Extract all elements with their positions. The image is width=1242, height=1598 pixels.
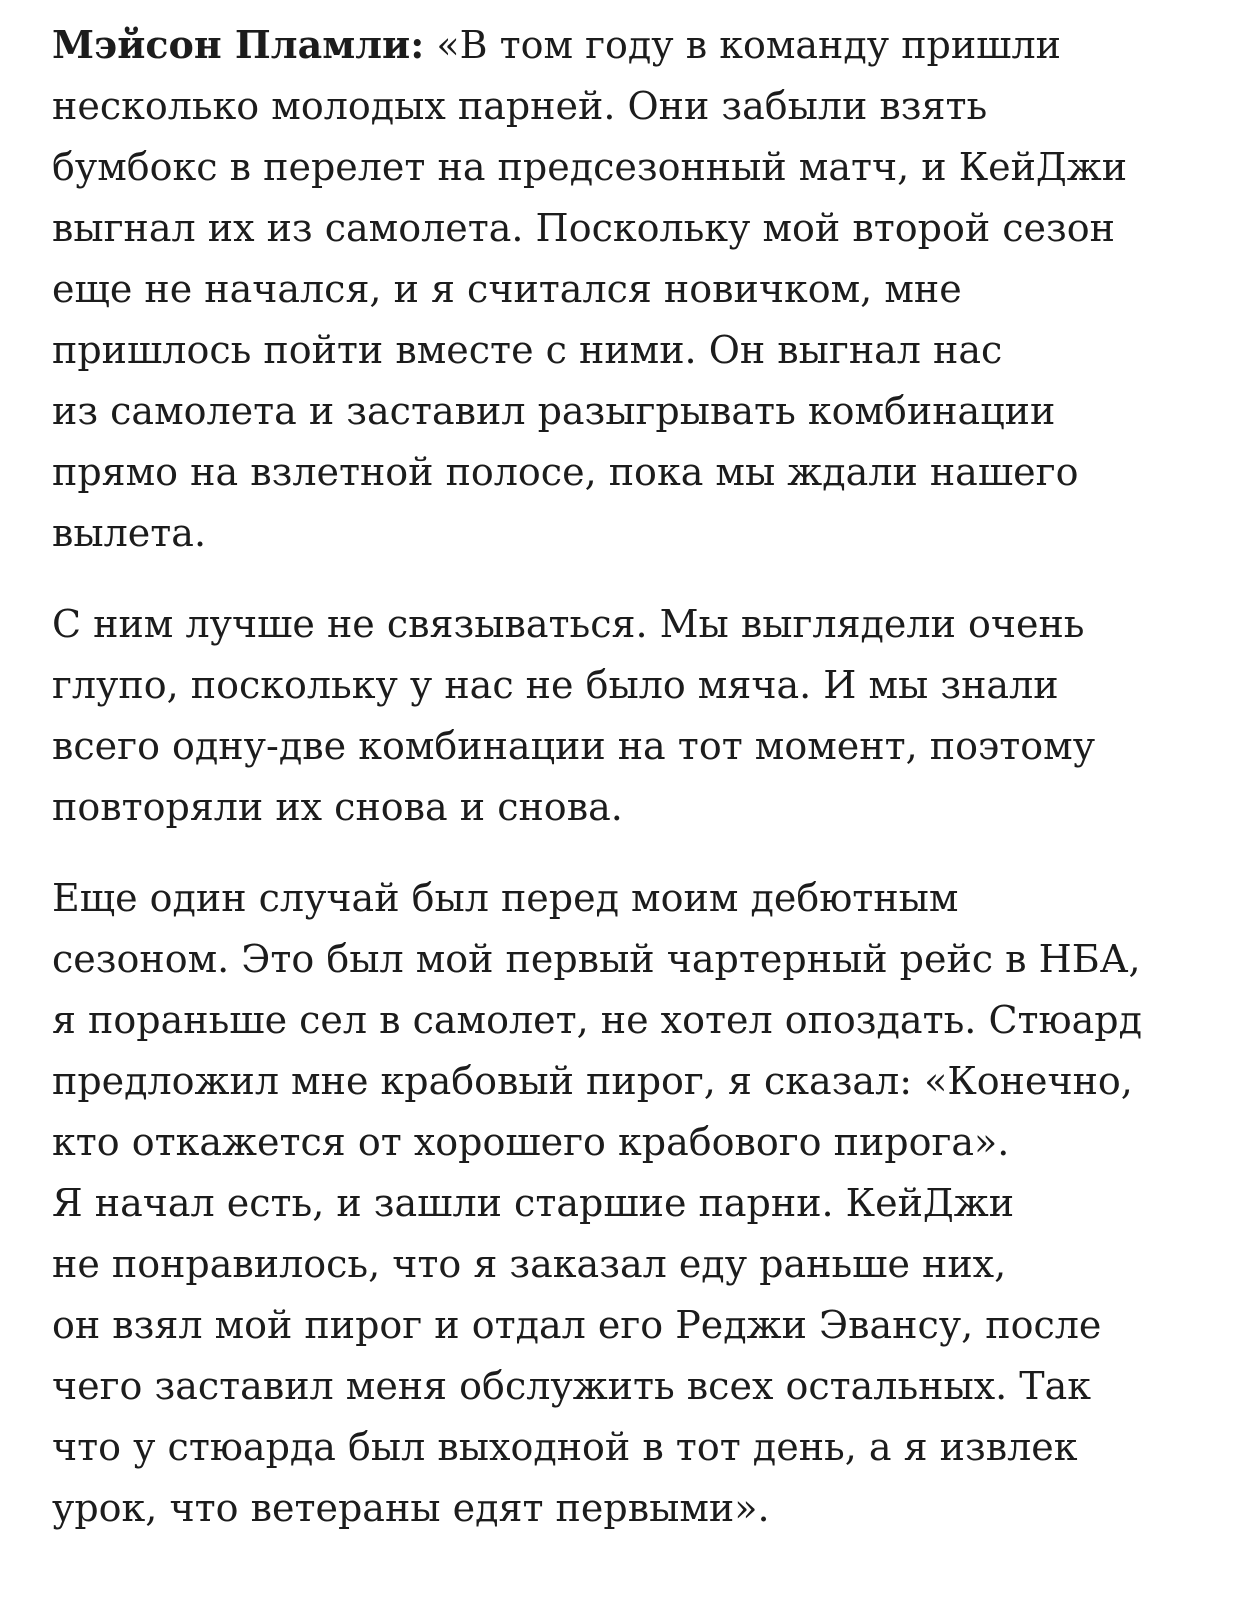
text-line: еще не начался, и я считался новичком, мне bbox=[52, 267, 962, 311]
text-line: пришлось пойти вместе с ними. Он выгнал нас bbox=[52, 328, 1003, 372]
paragraph-1 bbox=[52, 14, 1212, 564]
text-line: урок, что ветераны едят первыми». bbox=[52, 1486, 770, 1530]
text-line: что у стюарда был выходной в тот день, а я извлек bbox=[52, 1425, 1078, 1469]
article-body bbox=[52, 14, 1212, 1569]
text-line: он взял мой пирог и отдал его Реджи Эвансу, после bbox=[52, 1303, 1102, 1347]
text-line: Я начал есть, и зашли старшие парни. КейДжи bbox=[52, 1181, 1015, 1225]
text-line: из самолета и заставил разыгрывать комбинации bbox=[52, 389, 1056, 433]
text-line: повторяли их снова и снова. bbox=[52, 785, 623, 829]
text-line: я пораньше сел в самолет, не хотел опоздать. Стюард bbox=[52, 998, 1143, 1042]
paragraph-2 bbox=[52, 594, 1212, 838]
text-line: Еще один случай был перед моим дебютным bbox=[52, 876, 959, 920]
text-line: кто откажется от хорошего крабового пирога». bbox=[52, 1120, 1010, 1164]
text-line: бумбокс в перелет на предсезонный матч, и КейДжи bbox=[52, 145, 1128, 189]
speaker-name: Мэйсон Пламли: bbox=[52, 22, 425, 67]
text-line: вылета. bbox=[52, 511, 207, 555]
text-line: выгнал их из самолета. Поскольку мой второй сезон bbox=[52, 206, 1115, 250]
text-line: прямо на взлетной полосе, пока мы ждали нашего bbox=[52, 450, 1079, 494]
paragraph-3 bbox=[52, 868, 1212, 1539]
text-line bbox=[52, 14, 1212, 76]
text-line: С ним лучше не связываться. Мы выглядели очень bbox=[52, 602, 1085, 646]
text-line: всего одну-две комбинации на тот момент, поэтому bbox=[52, 724, 1096, 768]
text-line: чего заставил меня обслужить всех остальных. Так bbox=[52, 1364, 1092, 1408]
text-line-fragment: «В том году в команду пришли bbox=[424, 23, 1061, 67]
text-line: не понравилось, что я заказал еду раньше них, bbox=[52, 1242, 1007, 1286]
text-line: предложил мне крабовый пирог, я сказал: «Конечно, bbox=[52, 1059, 1133, 1103]
text-line: сезоном. Это был мой первый чартерный рейс в НБА, bbox=[52, 937, 1141, 981]
text-line: глупо, поскольку у нас не было мяча. И мы знали bbox=[52, 663, 1059, 707]
text-line: несколько молодых парней. Они забыли взять bbox=[52, 84, 988, 128]
